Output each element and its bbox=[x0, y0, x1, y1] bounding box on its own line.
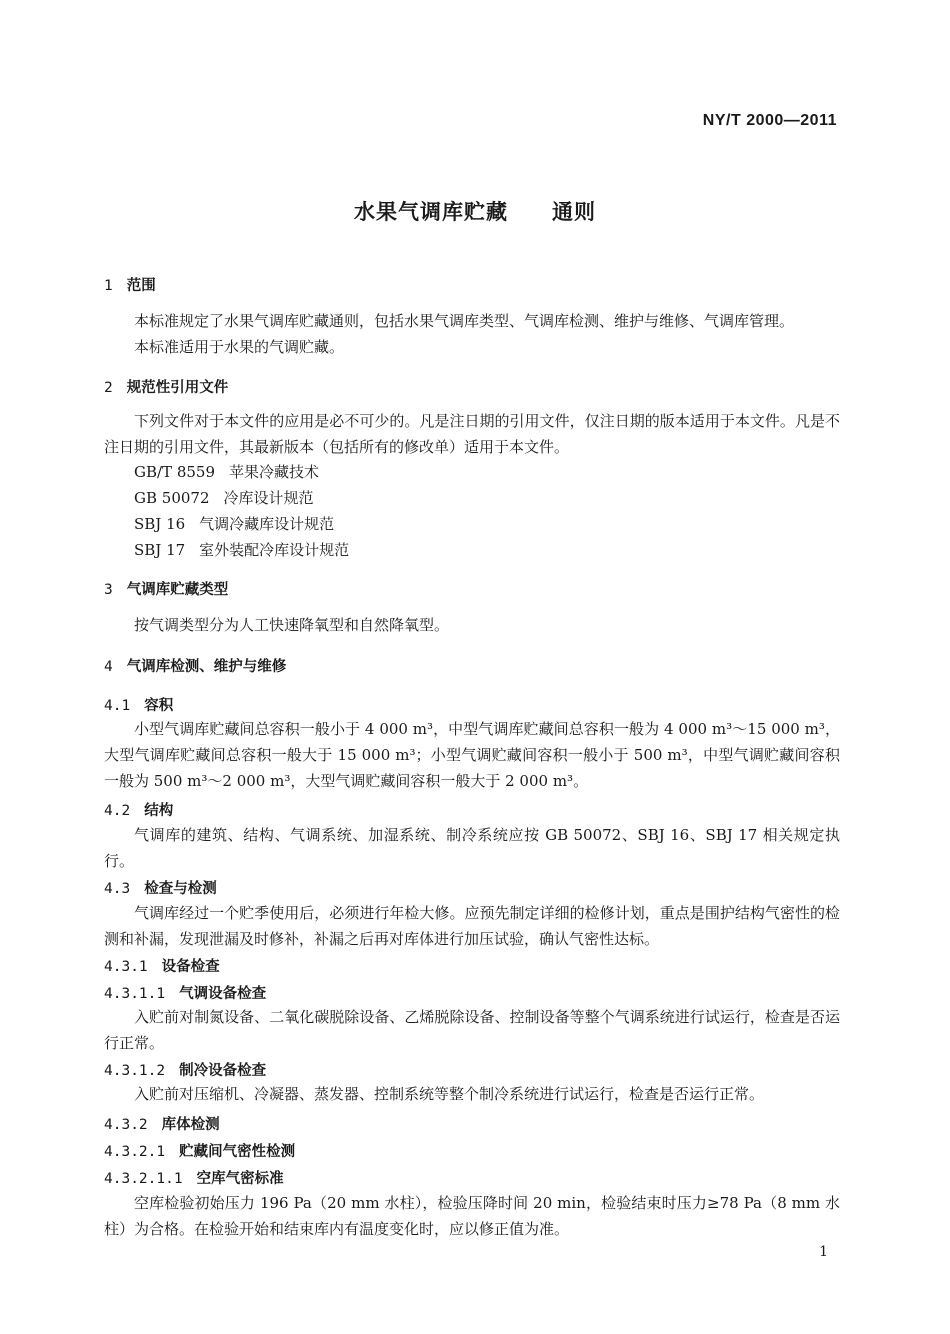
section-number: 2 bbox=[104, 380, 113, 396]
paragraph: 空库检验初始压力 196 Pa（20 mm 水柱），检验压降时间 20 min，检验结束时压力≥78 Pa（8 mm 水柱）为合格。在检验开始和结束库内有温度变化时，应以修正值为准。 bbox=[104, 1194, 840, 1238]
reference-name: 室外装配冷库设计规范 bbox=[199, 541, 350, 559]
section-1-heading bbox=[104, 274, 156, 295]
section-number: 1 bbox=[104, 278, 113, 294]
section-number: 4.3.2.1.1 bbox=[104, 1171, 183, 1187]
section-title: 库体检测 bbox=[161, 1117, 220, 1133]
section-title: 制冷设备检查 bbox=[179, 1063, 267, 1079]
section-title: 检查与检测 bbox=[144, 881, 217, 897]
section-number: 4.3.2 bbox=[104, 1117, 148, 1133]
section-title: 规范性引用文件 bbox=[126, 380, 229, 396]
reference-code: SBJ 16 bbox=[134, 515, 186, 533]
paragraph: 本标准适用于水果的气调贮藏。 bbox=[134, 338, 345, 356]
section-title: 设备检查 bbox=[161, 959, 220, 975]
paragraph: 下列文件对于本文件的应用是必不可少的。凡是注日期的引用文件，仅注日期的版本适用于本文件。凡是不注日期的引用文件，其最新版本（包括所有的修改单）适用于本文件。 bbox=[104, 412, 840, 456]
section-title: 贮藏间气密性检测 bbox=[179, 1144, 296, 1160]
paragraph: 入贮前对压缩机、冷凝器、蒸发器、控制系统等整个制冷系统进行试运行，检查是否运行正常。 bbox=[134, 1085, 765, 1103]
section-4-3-1-heading bbox=[104, 955, 220, 976]
section-4-3-1-2-heading bbox=[104, 1059, 266, 1080]
reference-name: 气调冷藏库设计规范 bbox=[199, 515, 335, 533]
paragraph: 入贮前对制氮设备、二氧化碳脱除设备、乙烯脱除设备、控制设备等整个气调系统进行试运行，检查是否运行正常。 bbox=[104, 1008, 840, 1052]
section-title: 气调设备检查 bbox=[179, 986, 267, 1002]
reference-code: GB 50072 bbox=[134, 489, 210, 507]
section-4-3-2-1-heading bbox=[104, 1140, 295, 1161]
paragraph: 气调库经过一个贮季使用后，必须进行年检大修。应预先制定详细的检修计划，重点是围护结构气密性的检测和补漏，发现泄漏及时修补，补漏之后再对库体进行加压试验，确认气密性达标。 bbox=[104, 904, 840, 948]
section-4-1-heading bbox=[104, 694, 173, 715]
reference-code: GB/T 8559 bbox=[134, 463, 216, 481]
section-title: 气调库贮藏类型 bbox=[126, 582, 229, 598]
reference-item bbox=[134, 514, 334, 534]
standard-code: NY/T 2000—2011 bbox=[702, 112, 837, 129]
section-number: 4.3 bbox=[104, 881, 131, 897]
paragraph: 按气调类型分为人工快速降氧型和自然降氧型。 bbox=[134, 616, 450, 634]
section-number: 4.1 bbox=[104, 698, 131, 714]
section-title: 空库气密标准 bbox=[196, 1171, 284, 1187]
section-number: 4.3.1.1 bbox=[104, 986, 166, 1002]
section-number: 4.3.2.1 bbox=[104, 1144, 166, 1160]
section-4-3-heading bbox=[104, 877, 217, 898]
reference-item bbox=[134, 540, 349, 560]
section-title: 结构 bbox=[144, 803, 174, 819]
section-4-3-2-heading bbox=[104, 1113, 220, 1134]
reference-item bbox=[134, 462, 319, 482]
section-4-2-heading bbox=[104, 799, 173, 820]
section-4-3-1-1-heading bbox=[104, 982, 266, 1003]
section-number: 4 bbox=[104, 659, 113, 675]
reference-code: SBJ 17 bbox=[134, 541, 186, 559]
section-4-3-2-1-1-heading bbox=[104, 1167, 284, 1188]
paragraph: 小型气调库贮藏间总容积一般小于 4 000 m³，中型气调库贮藏间总容积一般为 4 000 m³～15 000 m³，大型气调库贮藏间总容积一般大于 15 000 m³；小型气调贮藏间容积一般小于 500 m³，中型气调贮藏间容积一般为 500 m³～2 000 m³，大型气调贮藏间容积一般大于 2 000 m³。 bbox=[104, 720, 840, 790]
section-2-heading bbox=[104, 376, 228, 397]
paragraph: 本标准规定了水果气调库贮藏通则，包括水果气调库类型、气调库检测、维护与维修、气调库管理。 bbox=[134, 312, 795, 330]
page-number: 1 bbox=[819, 1244, 828, 1260]
document-title: 水果气调库贮藏 通则 bbox=[354, 200, 596, 224]
section-number: 4.3.1.2 bbox=[104, 1063, 166, 1079]
paragraph: 气调库的建筑、结构、气调系统、加湿系统、制冷系统应按 GB 50072、SBJ 16、SBJ 17 相关规定执行。 bbox=[104, 826, 840, 870]
section-title: 范围 bbox=[126, 278, 156, 294]
section-title: 容积 bbox=[144, 698, 174, 714]
section-4-heading bbox=[104, 655, 286, 676]
section-number: 4.3.1 bbox=[104, 959, 148, 975]
reference-name: 冷库设计规范 bbox=[223, 489, 314, 507]
section-title: 气调库检测、维护与维修 bbox=[126, 659, 287, 675]
reference-item bbox=[134, 488, 314, 508]
section-number: 4.2 bbox=[104, 803, 131, 819]
section-3-heading bbox=[104, 578, 228, 599]
reference-name: 苹果冷藏技术 bbox=[229, 463, 320, 481]
section-number: 3 bbox=[104, 582, 113, 598]
